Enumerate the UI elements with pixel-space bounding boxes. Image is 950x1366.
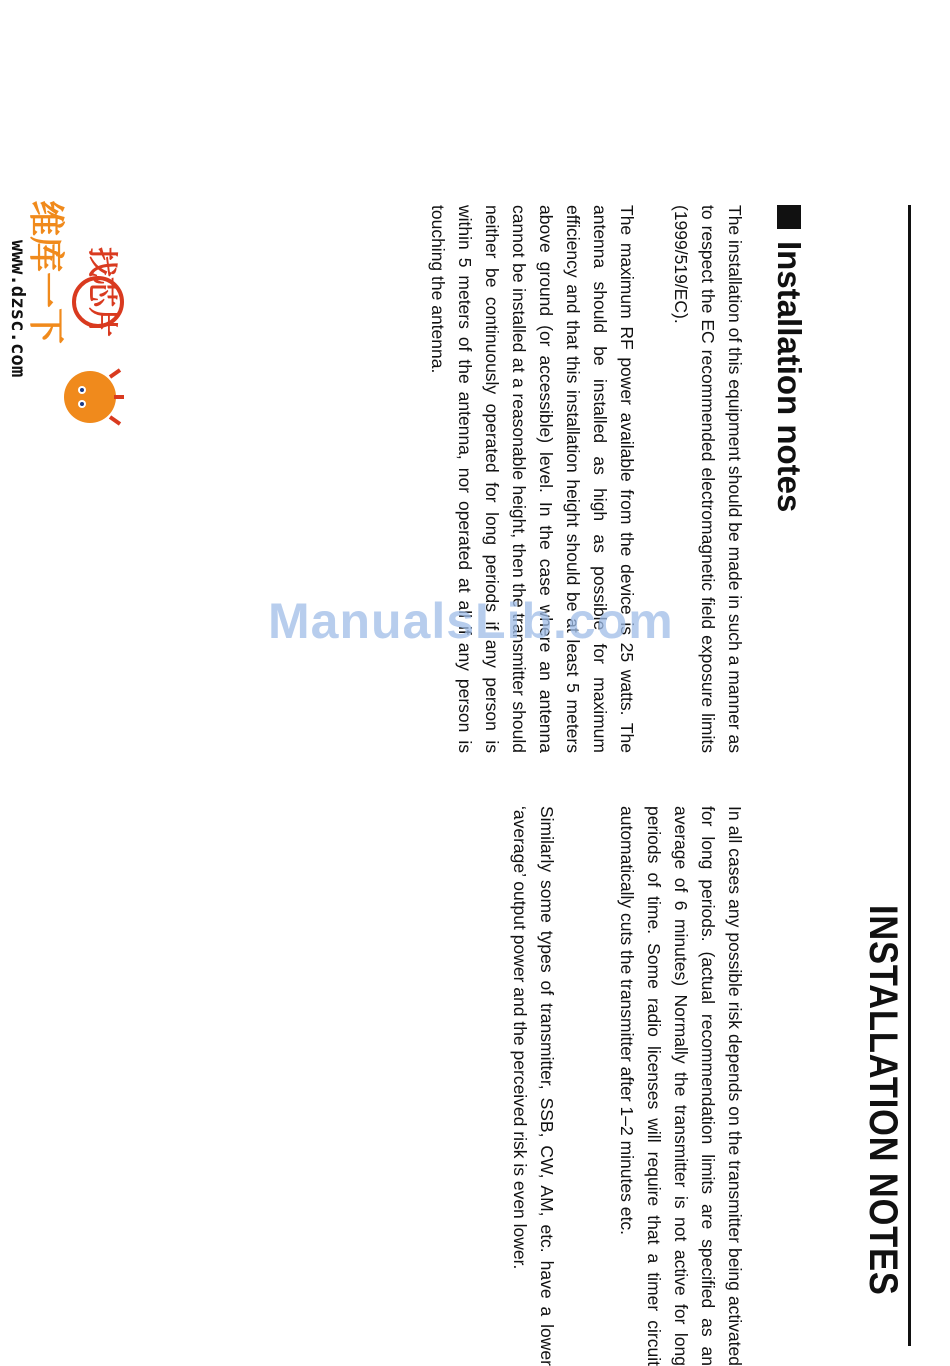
paragraph-text: The maximum RF power available from the device is 25 watts. The antenna should be installed as high as possible for maximum efficiency and that this installation height should be at least 5 meters above ground (or accessible) level. In the case where an antenna cannot be installed at a reasonable height, then the transmitter should neither be continuously operated for long periods if any person is within 5 meters of the antenna, nor operated at all if any person is touching the antenna. bbox=[428, 205, 637, 753]
page-title: INSTALLATION NOTES bbox=[861, 905, 905, 1296]
heading-bullet-square bbox=[777, 205, 801, 229]
paragraph-rf-power bbox=[424, 205, 640, 753]
logo-graphic-icon bbox=[7, 192, 125, 452]
dzsc-logo bbox=[7, 192, 125, 452]
paragraph-exposure-limits bbox=[667, 205, 748, 753]
paragraph-text: Similarly some types of transmitter, SSB, CW, AM, etc. have a lower ‘average’ output power and the perceived risk is even lower. bbox=[510, 806, 557, 1366]
header-rule bbox=[908, 205, 911, 1346]
section-heading bbox=[770, 205, 808, 765]
logo-url-text: www.dzsc.com bbox=[7, 240, 29, 378]
paragraph-text: In all cases any possible risk depends on the transmitter being activated for long periods. (actual recommendation limits are specified as an average of 6 minutes) Normally the transmitter is not active for long periods of time. Some radio licenses will require that a timer circuit automatically cuts the transmitter after 1–2 minutes etc. bbox=[617, 806, 745, 1366]
logo-middle-text: 维库一下 bbox=[25, 200, 66, 345]
section-heading-text: Installation notes bbox=[771, 241, 808, 513]
watermark: ManualsLib.com bbox=[268, 593, 674, 649]
paragraph-average-power bbox=[506, 806, 560, 1366]
logo-top-text: 找芯片 bbox=[84, 247, 119, 337]
paragraph-text: The installation of this equipment should be made in such a manner as to respect the EC recommended electromagnetic field exposure limits (1999/519/EC). bbox=[671, 205, 745, 753]
paragraph-risk-duration bbox=[613, 806, 748, 1366]
